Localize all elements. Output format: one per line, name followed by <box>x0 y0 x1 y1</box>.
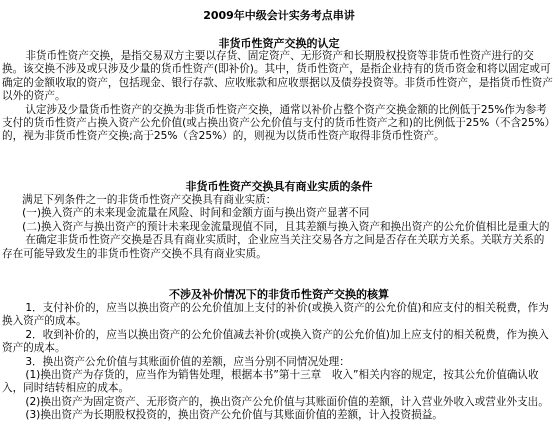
paragraph: 满足下列条件之一的非货币性资产交换具有商业实质： <box>22 194 277 206</box>
paragraph: 非货币性资产交换，是指交易双方主要以存货、固定资产、无形资产和长期股权投资等非货币性资产进行的交换。该交换不涉及或只涉及少量的货币性资产(即补价)。其中，货币性资产，是指企业持有的货币资金和将以固定或可确定的金额收取的资产，包括现金、银行存款、应收账款和应收票据以及债券投资等。非货币性资产，是指货币性资产以外的资产。 <box>2 50 553 103</box>
paragraph: (1)换出资产为存货的，应当作为销售处理，根据本书”第十三章 收入”相关内容的规定，按其公允价值确认收入，同时结转相应的成本。 <box>2 369 539 395</box>
paragraph: (二)换入资产与换出资产的预计未来现金流量现值不同，且其差额与换入资产和换出资产的公允价值相比是重大的 <box>22 220 550 233</box>
paragraph: (2)换出资产为固定资产、无形资产的，换出资产公允价值与其账面价值的差额，计入营业外收入或营业外支出。 <box>25 395 549 408</box>
paragraph: 认定涉及少量货币性资产的交换为非货币性资产交换，通常以补价占整个资产交换金额的比例低于25%作为参考支付的货币性资产占换入资产公允价值(或占换出资产公允价值与支付的货币性资产之和)的比例低于25%（不含25%）的，视为非货币性资产交换;高于25%（含25%）的，则视为以货币性资产取得非货币性资产。 <box>2 103 550 143</box>
paragraph: 2．收到补价的，应当以换出资产的公允价值减去补价(或换入资产的公允价值)加上应支付的相关税费，作为换入资产的成本。 <box>2 328 549 355</box>
paragraph: (3)换出资产为长期股权投资的，换出资产公允价值与其账面价值的差额，计入投资损益。 <box>25 409 443 422</box>
section-heading: 不涉及补价情况下的非货币性资产交换的核算 <box>169 288 389 301</box>
section-body <box>2 194 554 261</box>
section-body <box>2 50 554 144</box>
paragraph: (一)换入资产的未来现金流量在风险、时间和金额方面与换出资产显著不同 <box>22 207 370 220</box>
document-title: 2009年中级会计实务考点串讲 <box>203 9 355 22</box>
paragraph: 在确定非货币性资产交换是否具有商业实质时，企业应当关注交易各方之间是否存在关联方关系。关联方关系的存在可能导致发生的非货币性资产交换不具有商业实质。 <box>2 234 545 260</box>
section-body <box>2 302 554 423</box>
section-heading: 非货币性资产交换具有商业实质的条件 <box>185 180 373 193</box>
paragraph: 1．支付补价的，应当以换出资产的公允价值加上支付的补价(或换入资产的公允价值)和应支付的相关税费，作为换入资产的成本。 <box>2 302 549 328</box>
section-heading: 非货币性资产交换的认定 <box>218 37 340 50</box>
paragraph: 3．换出资产公允价值与其账面价值的差额，应当分别不同情况处理： <box>25 355 350 368</box>
